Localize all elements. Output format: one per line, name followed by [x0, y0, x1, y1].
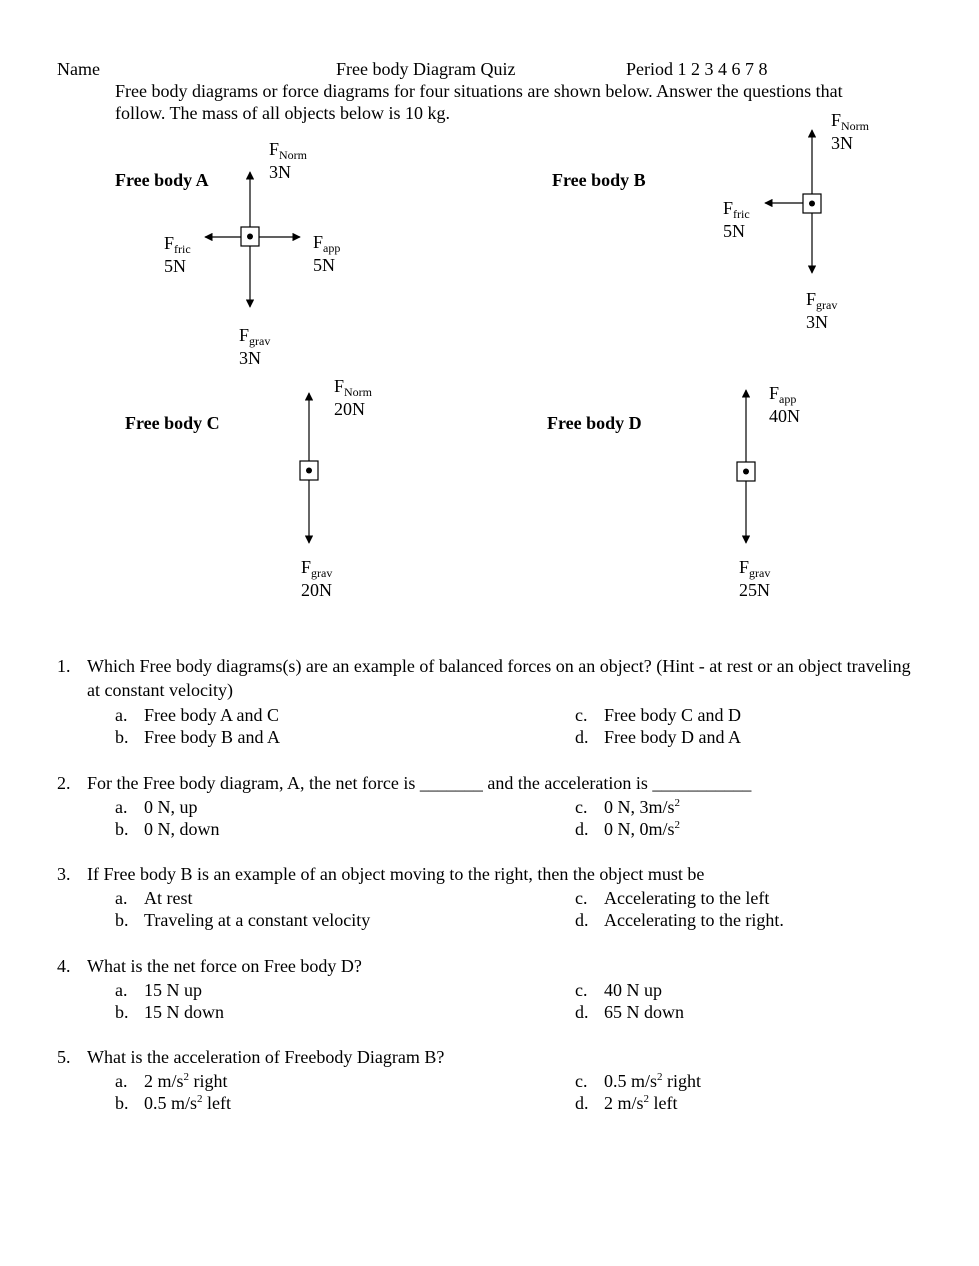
diagram-a-center-dot: [247, 234, 253, 240]
question-4: 4. What is the net force on Free body D? a. 15 N up b. 15 N down c. 40 N up d. 65 N down: [57, 954, 917, 1026]
diagram-c-title: Free body C: [125, 413, 220, 433]
question-text: If Free body B is an example of an object moving to the right, then the object must be: [87, 864, 705, 884]
question-number: 5.: [57, 1047, 71, 1067]
intro-line-2: follow. The mass of all objects below is 10 kg.: [115, 103, 450, 123]
question-text: For the Free body diagram, A, the net force is _______ and the acceleration is ___________: [87, 773, 752, 793]
diagram-c-graphic: [300, 393, 318, 543]
diagram-c-grav-label: $F_{grav}$ 20N: [301, 557, 333, 600]
diagram-b-grav-label: $F_{grav}$ 3N: [806, 289, 838, 332]
diagram-b-center-dot: [809, 201, 815, 207]
question-number: 4.: [57, 956, 71, 976]
diagram-a-fric-label: $F_{fric}$ 5N: [164, 233, 191, 276]
question-3: 3. If Free body B is an example of an object moving to the right, then the object must be a. At rest b. Traveling at a constant velocity c. Accelerating to the left d. Accelerating to the right.: [57, 862, 917, 934]
name-label: Name: [57, 59, 100, 79]
diagram-a-graphic: [205, 172, 300, 307]
question-1: 1. Which Free body diagrams(s) are an example of balanced forces on an object? (Hint - at rest or an object traveling at constant velocity) a. Free body A and C b. Free body B and A c. Free body C and D d. Free body D and A: [57, 654, 917, 752]
question-number: 2.: [57, 773, 71, 793]
question-text: Which Free body diagrams(s) are an example of balanced forces on an object? (Hint - at rest or an object traveling at constant velocity): [87, 656, 911, 700]
question-text: What is the net force on Free body D?: [87, 956, 362, 976]
diagram-c-norm-label: $F_{Norm}$ 20N: [334, 376, 373, 419]
question-number: 1.: [57, 656, 71, 676]
period-label: Period 1 2 3 4 6 7 8: [626, 59, 768, 79]
diagram-a-grav-label: $F_{grav}$ 3N: [239, 325, 271, 368]
diagram-b-norm-label: $F_{Norm}$ 3N: [831, 110, 870, 153]
diagram-a-norm-label: $F_{Norm}$ 3N: [269, 139, 308, 182]
question-text: What is the acceleration of Freebody Diagram B?: [87, 1047, 445, 1067]
intro-line-1: Free body diagrams or force diagrams for four situations are shown below. Answer the questions that: [115, 81, 843, 101]
diagram-b-fric-label: $F_{fric}$ 5N: [723, 198, 750, 241]
diagram-a-app-label: $F_{app}$ 5N: [313, 232, 341, 275]
question-2: 2. For the Free body diagram, A, the net force is _______ and the acceleration is ___________ a. 0 N, up b. 0 N, down c. 0 N, $3m/s^2$ d. 0 N, $0m/s^2$: [57, 771, 917, 843]
question-number: 3.: [57, 864, 71, 884]
diagram-a-title: Free body A: [115, 170, 209, 190]
diagram-b-title: Free body B: [552, 170, 646, 190]
diagram-c-center-dot: [306, 468, 312, 474]
question-5: 5. What is the acceleration of Freebody Diagram B? a. 2 $m/s^2$ right b. 0.5 $m/s^2$ left c. 0.5 $m/s^2$ right d. 2 $m/s^2$ left: [57, 1045, 917, 1117]
quiz-title: Free body Diagram Quiz: [336, 59, 516, 79]
diagram-b-graphic: [765, 130, 821, 273]
diagram-d-center-dot: [743, 469, 749, 475]
diagram-d-graphic: [737, 390, 755, 543]
diagram-d-app-label: $F_{app}$ 40N: [769, 383, 800, 426]
diagram-d-title: Free body D: [547, 413, 642, 433]
diagram-d-grav-label: $F_{grav}$ 25N: [739, 557, 771, 600]
